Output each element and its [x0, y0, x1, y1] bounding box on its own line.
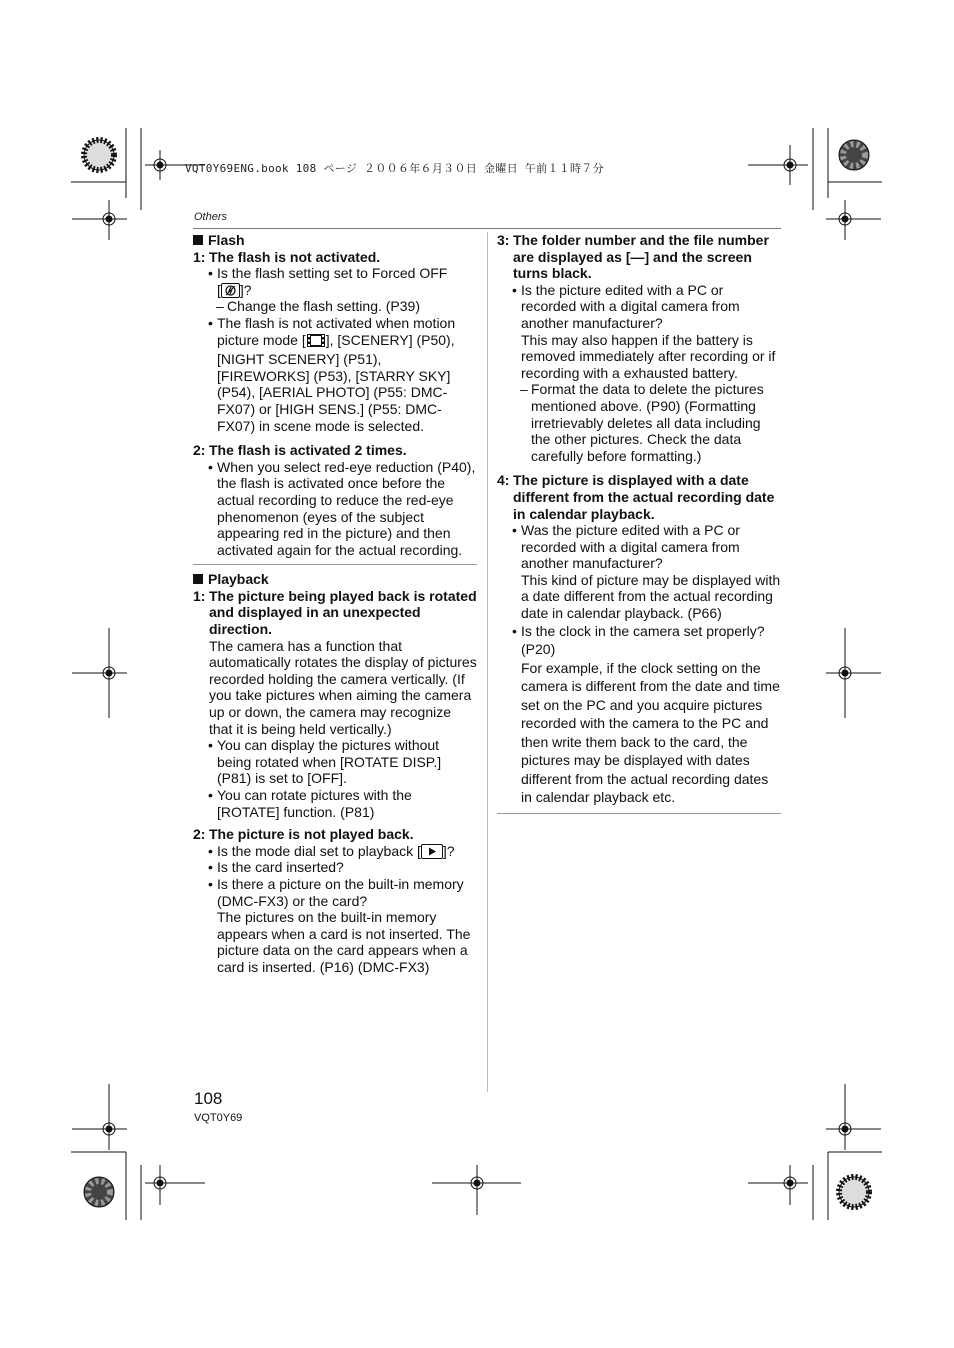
question-heading: 1: The flash is not activated.: [193, 248, 381, 265]
column-divider: [487, 232, 488, 1092]
playback-icon: [421, 844, 443, 859]
paragraph: The camera has a function that automatically rotates the display of pictures recorded holding the camera vertically. (If you take pictures when aiming the camera up or down, the camera may recognize that it is being held vertically.): [209, 637, 477, 737]
list-item: • Is the clock in the camera set properly? (P20): [512, 622, 765, 658]
divider: [497, 813, 781, 814]
list-item: • You can display the pictures without being rotated when [ROTATE DISP.] (P81) is set to [OFF].: [208, 737, 442, 787]
question-heading: 3: The folder number and the file number are displayed as [—] and the screen turns black.: [497, 232, 769, 282]
list-item: • You can rotate pictures with the [ROTATE] function. (P81): [208, 787, 412, 820]
page-number: 108: [194, 1089, 223, 1108]
section-label: Others: [194, 211, 228, 223]
question-heading: 1: The picture being played back is rotated and displayed in an unexpected direction.: [193, 587, 477, 638]
divider: [193, 564, 477, 565]
list-item: – Format the data to delete the pictures mentioned above. (P90) (Formatting irretrievably deletes all data including the other pictures. Check the data carefully before formatting.): [520, 381, 764, 464]
top-divider: [193, 228, 781, 229]
list-item: • Is there a picture on the built-in memory (DMC-FX3) or the card?: [208, 875, 464, 909]
list-item: • Is the mode dial set to playback [ ]?: [208, 842, 455, 859]
list-item: • Is the card inserted?: [208, 859, 344, 876]
print-file-info: VQT0Y69ENG.book 108 ページ ２００６年６月３０日 金曜日 午前１１時７分: [185, 162, 604, 175]
paragraph: This kind of picture may be displayed with a date different from the actual recording date in calendar playback. (P66): [521, 571, 781, 622]
question-heading: 4: The picture is displayed with a date different from the actual recording date in calendar playback.: [497, 472, 775, 522]
list-item: • When you select red-eye reduction (P40), the flash is activated once before the actual recording to reduce the red-eye phenomenon (eyes of the subject appearing red in the picture) and then activated again for the actual recording.: [208, 458, 476, 558]
right-column: [497, 232, 781, 820]
model-code: VQT0Y69: [194, 1112, 243, 1124]
list-item: • Is the flash setting set to Forced OFF [ ]?: [208, 265, 448, 298]
left-column: [193, 232, 477, 976]
question-heading: 2: The flash is activated 2 times.: [193, 442, 407, 459]
motion-picture-icon: [306, 333, 326, 352]
paragraph: This may also happen if the battery is removed immediately after recording or if recording with a exhausted battery.: [521, 331, 776, 381]
playback-heading: Playback: [193, 571, 477, 588]
question-heading: 2: The picture is not played back.: [193, 826, 414, 843]
list-item: • The flash is not activated when motion picture mode [ ], [SCENERY] (P50), [NIGHT SCENERY] (P51), [FIREWORKS] (P53), [STARRY SKY] (P54), [AERIAL PHOTO] (P55: DMC-FX07) or [HIGH SENS.] (P55: DMC-FX07) in scene mode is selected.: [208, 314, 456, 434]
list-item: – Change the flash setting. (P39): [216, 298, 421, 315]
paragraph: For example, if the clock setting on the camera is different from the date and time set on the PC and you acquire pictures recorded with the camera to the PC and then write them back to the card, the pictures may be displayed with dates different from the actual recording dates in calendar playback etc.: [521, 659, 780, 806]
flash-off-icon: [221, 283, 240, 298]
list-item: • Is the picture edited with a PC or recorded with a digital camera from another manufacturer?: [512, 281, 740, 331]
paragraph: The pictures on the built-in memory appears when a card is not inserted. The picture data on the card appears when a card is inserted. (P16) (DMC-FX3): [217, 909, 471, 975]
flash-heading: Flash: [193, 232, 477, 249]
list-item: • Was the picture edited with a PC or recorded with a digital camera from another manufacturer?: [512, 522, 740, 572]
